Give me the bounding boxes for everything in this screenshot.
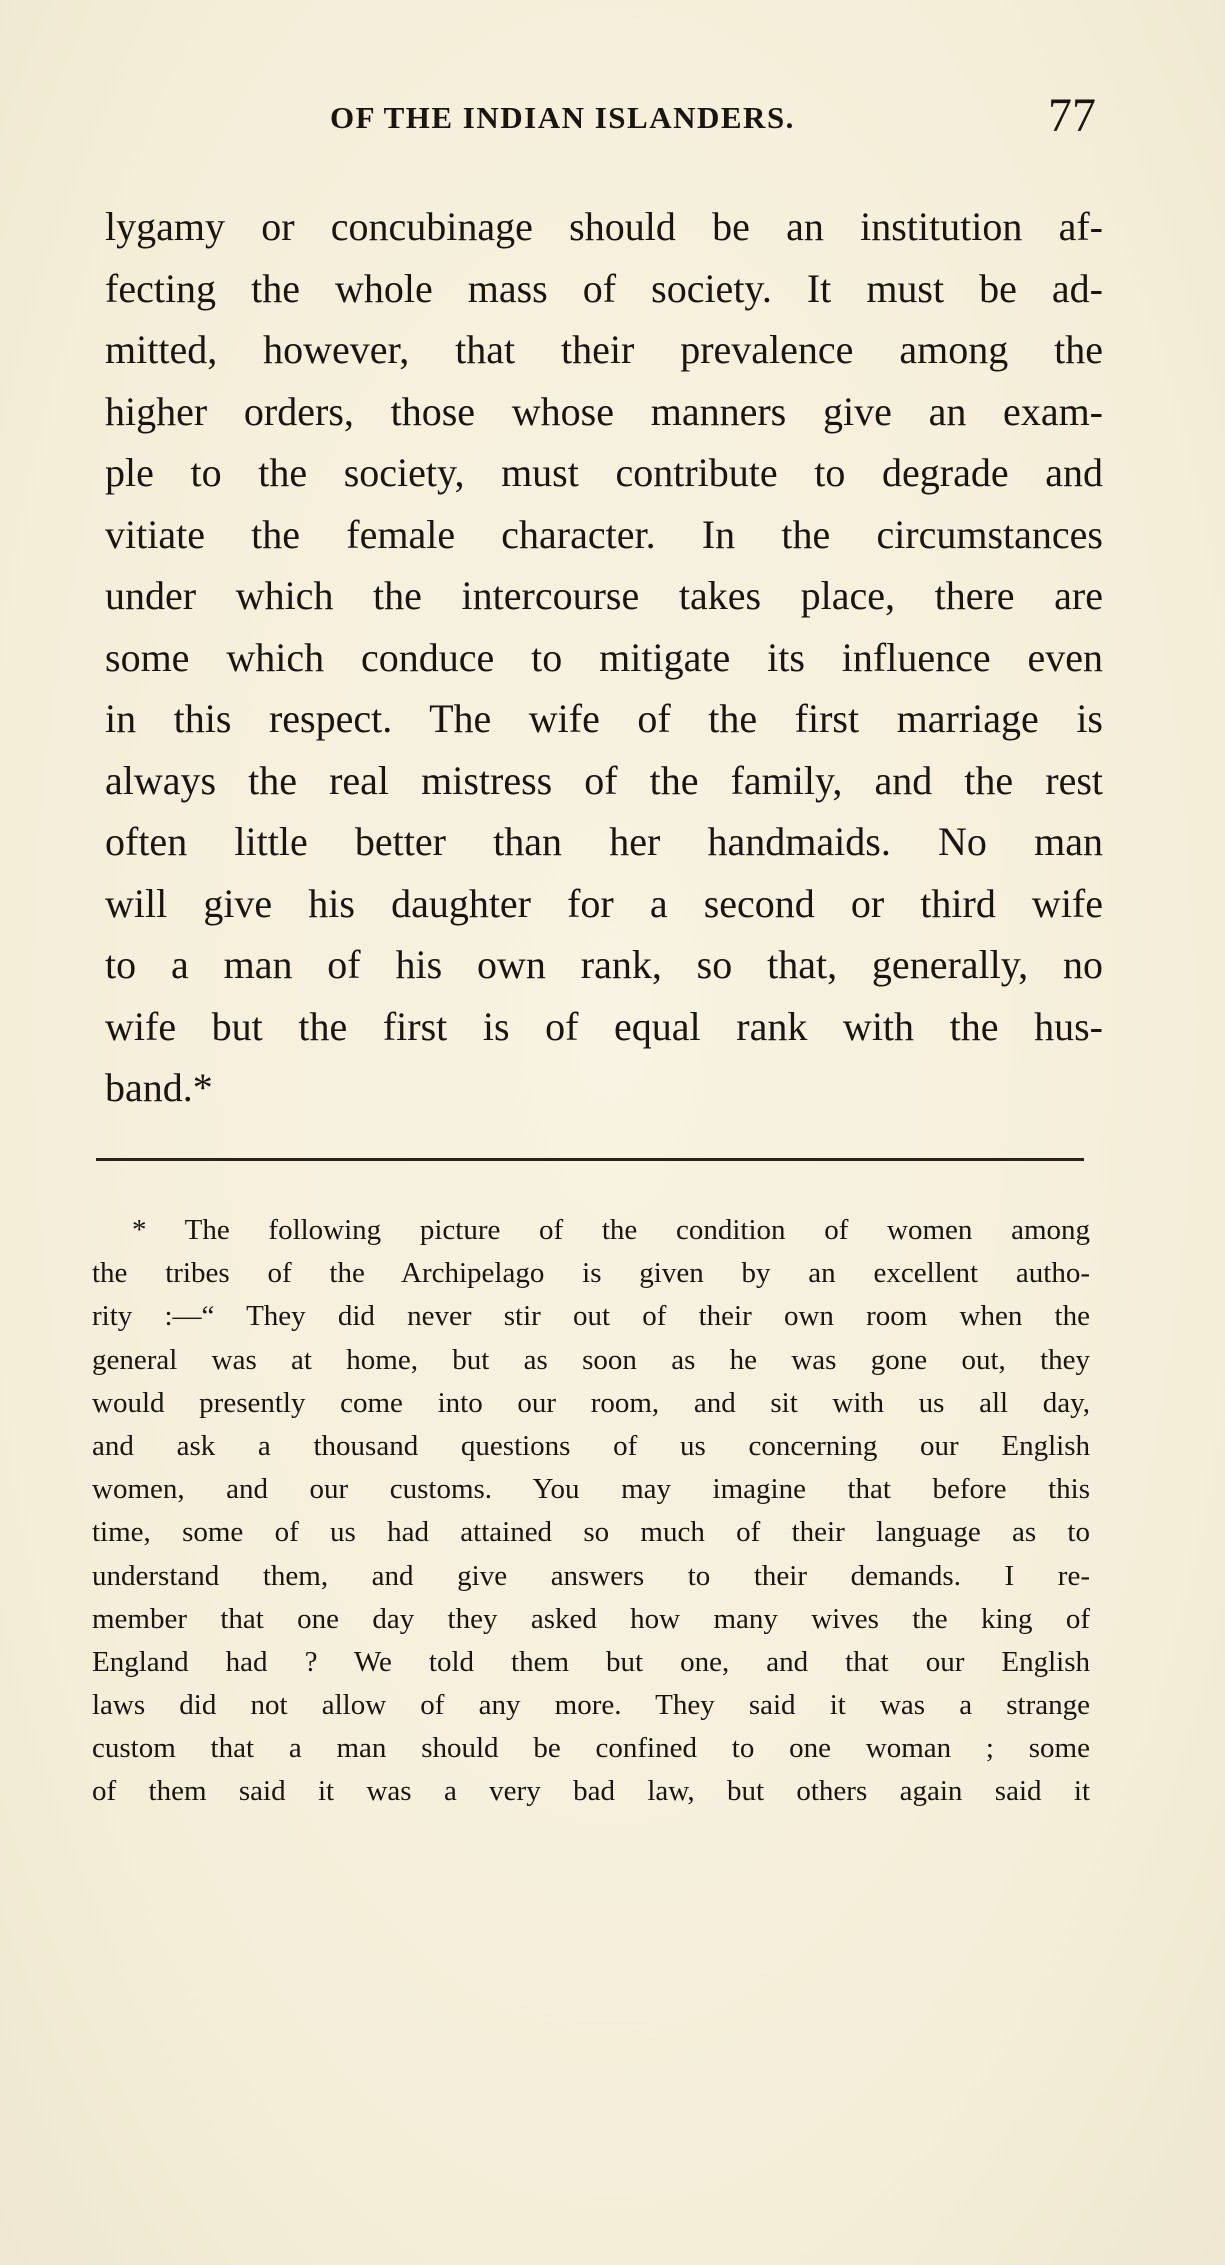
- body-line: band.*: [105, 1065, 213, 1110]
- body-line: lygamy or concubinage should be an institution af-: [105, 204, 1103, 249]
- footnote-line: laws did not allow of any more. They said it was a strange: [92, 1689, 1090, 1722]
- footnote-line: rity :—“ They did never stir out of their own room when the: [92, 1300, 1090, 1333]
- body-line: higher orders, those whose manners give an exam-: [105, 388, 1103, 434]
- body-line: ple to the society, must contribute to degrade and: [105, 450, 1103, 495]
- body-line: always the real mistress of the family, and the rest: [105, 757, 1103, 803]
- body-line: mitted, however, that their prevalence among the: [105, 327, 1103, 372]
- body-line: often little better than her handmaids. No man: [105, 819, 1103, 864]
- footnote-line: member that one day they asked how many wives the king of: [92, 1602, 1090, 1635]
- footnote-rule: [96, 1158, 1084, 1161]
- body-line: under which the intercourse takes place, there are: [105, 573, 1103, 618]
- body-line: fecting the whole mass of society. It must be ad-: [105, 265, 1103, 311]
- footnote-line: custom that a man should be confined to one woman ; some: [92, 1732, 1090, 1765]
- footnote-line: * The following picture of the condition of women among: [132, 1214, 1090, 1246]
- footnote-line: women, and our customs. You may imagine that before this: [92, 1473, 1090, 1506]
- body-line: wife but the first is of equal rank with the hus-: [105, 1003, 1103, 1049]
- footnote-line: understand them, and give answers to their demands. I re-: [92, 1559, 1090, 1592]
- page-number: 77: [1048, 89, 1096, 142]
- footnote-line: general was at home, but as soon as he was gone out, they: [92, 1343, 1090, 1376]
- body-line: to a man of his own rank, so that, generally, no: [105, 942, 1103, 987]
- body-line: will give his daughter for a second or third wife: [105, 880, 1103, 926]
- running-head: OF THE INDIAN ISLANDERS.: [330, 100, 795, 135]
- footnote-line: England had ? We told them but one, and that our English: [92, 1645, 1090, 1678]
- footnote-line: and ask a thousand questions of us concerning our English: [92, 1429, 1090, 1462]
- footnote: [92, 1209, 1090, 1814]
- body-line: some which conduce to mitigate its influence even: [105, 634, 1103, 680]
- footnote-line: the tribes of the Archipelago is given by an excellent autho-: [92, 1257, 1090, 1290]
- body-line: vitiate the female character. In the circumstances: [105, 511, 1103, 557]
- footnote-line: time, some of us had attained so much of their language as to: [92, 1516, 1090, 1549]
- footnote-line: would presently come into our room, and sit with us all day,: [92, 1386, 1090, 1419]
- body-text: [105, 196, 1103, 1119]
- footnote-line: of them said it was a very bad law, but others again said it: [92, 1775, 1090, 1808]
- body-line: in this respect. The wife of the first marriage is: [105, 696, 1103, 741]
